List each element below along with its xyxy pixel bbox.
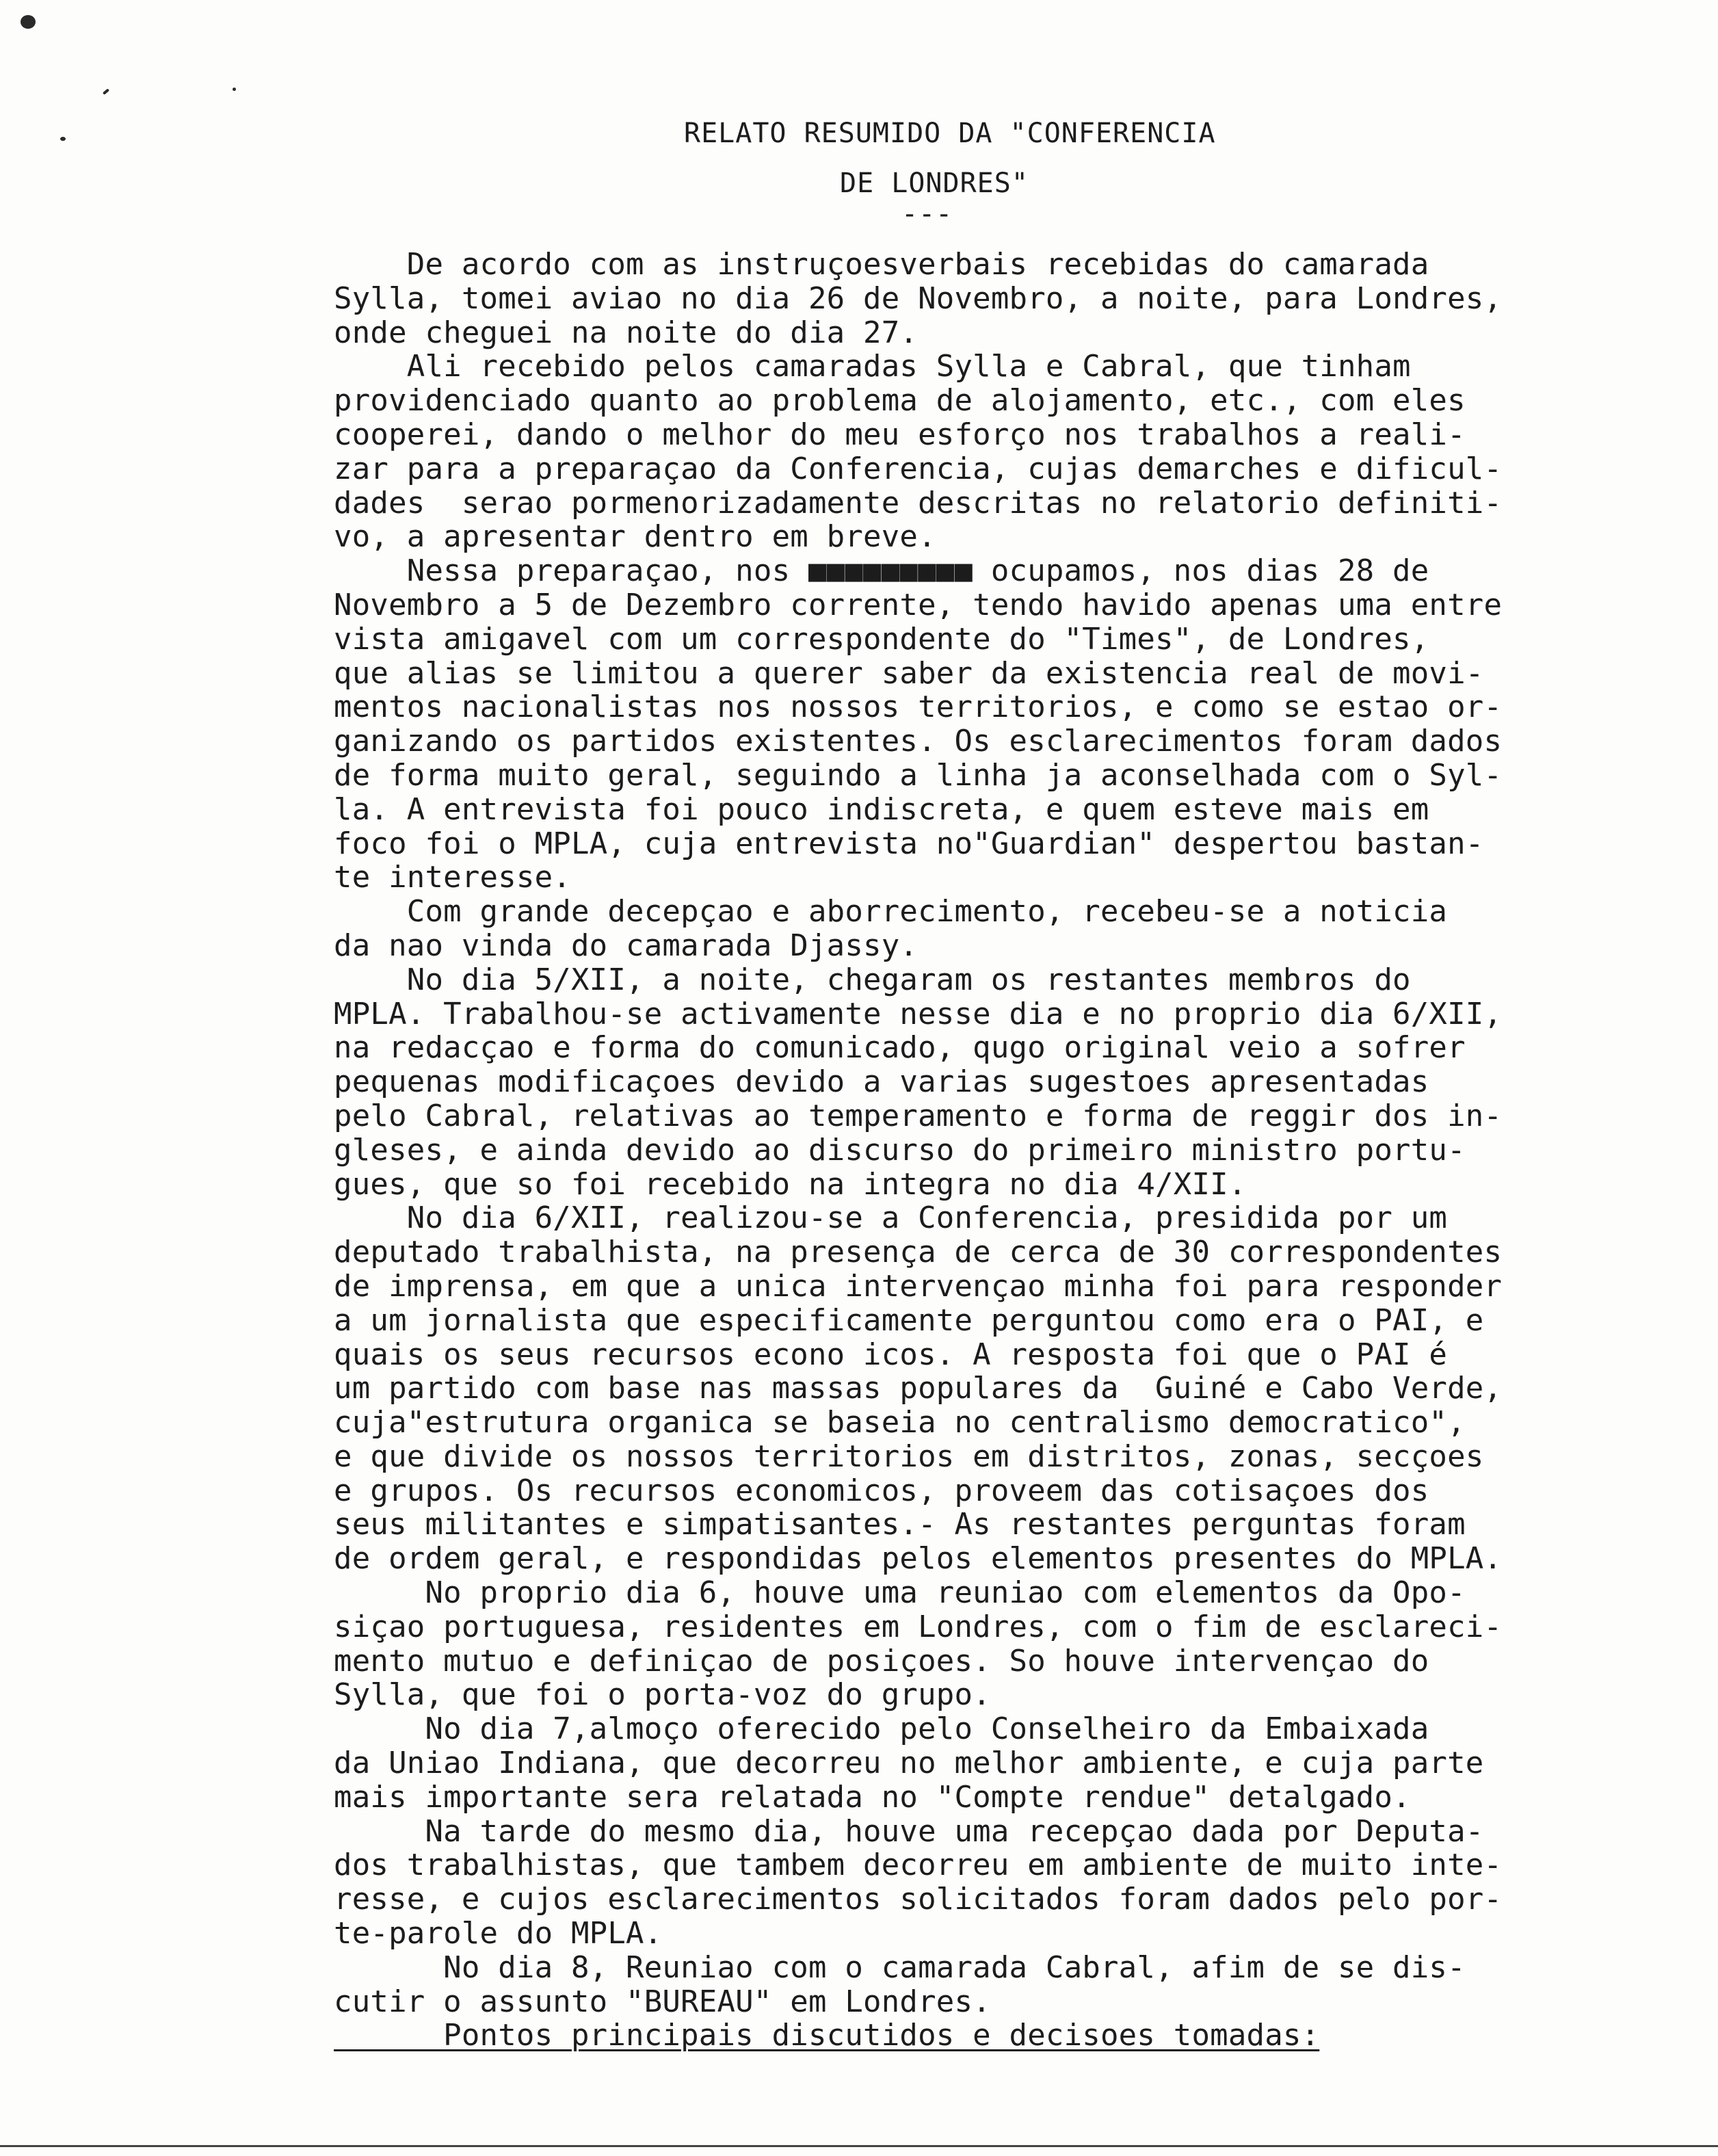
- ink-blot-icon: [21, 15, 36, 29]
- text-line: e grupos. Os recursos economicos, proveem das cotisaçoes dos: [334, 1473, 1429, 1508]
- title-rule: ---: [901, 198, 953, 230]
- text-line: cutir o assunto "BUREAU" em Londres.: [334, 1984, 991, 2019]
- text-line: mais importante sera relatada no "Compte rendue" detalgado.: [334, 1780, 1411, 1815]
- text-line: Com grande decepçao e aborrecimento, recebeu-se a noticia: [334, 895, 1448, 929]
- text-line: De acordo com as instruçoesverbais recebidas do camarada: [334, 248, 1429, 282]
- text-line: No dia 6/XII, realizou-se a Conferencia, presidida por um: [334, 1201, 1448, 1236]
- text-line: cuja"estrutura organica se baseia no centralismo democratico",: [334, 1406, 1466, 1440]
- text-line: No dia 7,almoço oferecido pelo Conselheiro da Embaixada: [334, 1712, 1429, 1747]
- text-line: Ali recebido pelos camaradas Sylla e Cabral, que tinham: [334, 350, 1411, 384]
- document-title-line-2: DE LONDRES": [840, 168, 1029, 199]
- underlined-heading: Pontos principais discutidos e decisoes tomadas:: [334, 2019, 1320, 2053]
- text-line: de ordem geral, e respondidas pelos elementos presentes do MPLA.: [334, 1542, 1503, 1577]
- text-line: de imprensa, em que a unica intervençao minha foi para responder: [334, 1269, 1503, 1304]
- text-line: Nessa preparaçao, nos ■■■■■■■■■ ocupamos, nos dias 28 de: [334, 554, 1429, 588]
- text-line: de forma muito geral, seguindo a linha ja aconselhada com o Syl-: [334, 758, 1503, 793]
- text-line: Sylla, tomei aviao no dia 26 de Novembro, a noite, para Londres,: [334, 281, 1503, 316]
- text-line: cooperei, dando o melhor do meu esforço nos trabalhos a reali-: [334, 417, 1466, 452]
- text-line: mento mutuo e definiçao de posiçoes. So houve intervençao do: [334, 1644, 1429, 1679]
- text-line: providenciado quanto ao problema de alojamento, etc., com eles: [334, 384, 1466, 418]
- document-title-line-1: RELATO RESUMIDO DA "CONFERENCIA: [684, 118, 1216, 149]
- text-line: onde cheguei na noite do dia 27.: [334, 315, 919, 350]
- text-line: um partido com base nas massas populares da Guiné e Cabo Verde,: [334, 1371, 1503, 1406]
- text-line: ganizando os partidos existentes. Os esclarecimentos foram dados: [334, 724, 1503, 759]
- text-line: dos trabalhistas, que tambem decorreu em ambiente de muito inte-: [334, 1848, 1503, 1883]
- text-line: que alias se limitou a querer saber da existencia real de movi-: [334, 656, 1484, 691]
- text-line: vo, a apresentar dentro em breve.: [334, 520, 936, 555]
- text-line: te-parole do MPLA.: [334, 1917, 663, 1951]
- ink-speck-icon: [233, 88, 236, 91]
- text-line: zar para a preparaçao da Conferencia, cujas demarches e dificul-: [334, 451, 1503, 486]
- text-line: siçao portuguesa, residentes em Londres, com o fim de esclareci-: [334, 1609, 1503, 1644]
- text-line: la. A entrevista foi pouco indiscreta, e quem esteve mais em: [334, 792, 1429, 827]
- text-line: da nao vinda do camarada Djassy.: [334, 928, 919, 963]
- text-line: gleses, e ainda devido ao discurso do primeiro ministro portu-: [334, 1133, 1466, 1168]
- text-line: deputado trabalhista, na presença de cerca de 30 correspondentes: [334, 1235, 1503, 1270]
- text-line: No dia 8, Reuniao com o camarada Cabral, afim de se dis-: [334, 1950, 1466, 1985]
- text-line: Novembro a 5 de Dezembro corrente, tendo havido apenas uma entre: [334, 588, 1503, 622]
- text-line: dades serao pormenorizadamente descritas no relatorio definiti-: [334, 486, 1503, 521]
- text-line: a um jornalista que especificamente perguntou como era o PAI, e: [334, 1303, 1484, 1338]
- text-line: gues, que so foi recebido na integra no dia 4/XII.: [334, 1167, 1247, 1202]
- text-line: da Uniao Indiana, que decorreu no melhor ambiente, e cuja parte: [334, 1746, 1484, 1780]
- text-line: pelo Cabral, relativas ao temperamento e forma de reggir dos in-: [334, 1099, 1503, 1133]
- text-line: te interesse.: [334, 860, 571, 895]
- text-line: [334, 2019, 1681, 2053]
- text-line: Sylla, que foi o porta-voz do grupo.: [334, 1678, 991, 1713]
- text-line: pequenas modificaçoes devido a varias sugestoes apresentadas: [334, 1065, 1429, 1099]
- text-line: foco foi o MPLA, cuja entrevista no"Guardian" despertou bastan-: [334, 826, 1484, 861]
- document-body: [334, 248, 1681, 2053]
- text-line: No proprio dia 6, houve uma reuniao com elementos da Opo-: [334, 1576, 1466, 1610]
- ink-speck-icon: [103, 88, 109, 94]
- page-bottom-rule: [0, 2145, 1718, 2147]
- text-line: na redacçao e forma do comunicado, qugo original veio a sofrer: [334, 1031, 1466, 1066]
- text-line: No dia 5/XII, a noite, chegaram os restantes membros do: [334, 962, 1411, 997]
- text-line: quais os seus recursos econo icos. A resposta foi que o PAI é: [334, 1337, 1448, 1372]
- text-line: resse, e cujos esclarecimentos solicitados foram dados pelo por-: [334, 1882, 1503, 1917]
- text-line: e que divide os nossos territorios em distritos, zonas, secçoes: [334, 1439, 1484, 1474]
- text-line: vista amigavel com um correspondente do "Times", de Londres,: [334, 622, 1429, 657]
- text-line: Na tarde do mesmo dia, houve uma recepçao dada por Deputa-: [334, 1814, 1484, 1849]
- text-line: mentos nacionalistas nos nossos territorios, e como se estao or-: [334, 690, 1503, 725]
- text-line: seus militantes e simpatisantes.- As restantes perguntas foram: [334, 1508, 1466, 1542]
- text-line: MPLA. Trabalhou-se activamente nesse dia e no proprio dia 6/XII,: [334, 997, 1503, 1031]
